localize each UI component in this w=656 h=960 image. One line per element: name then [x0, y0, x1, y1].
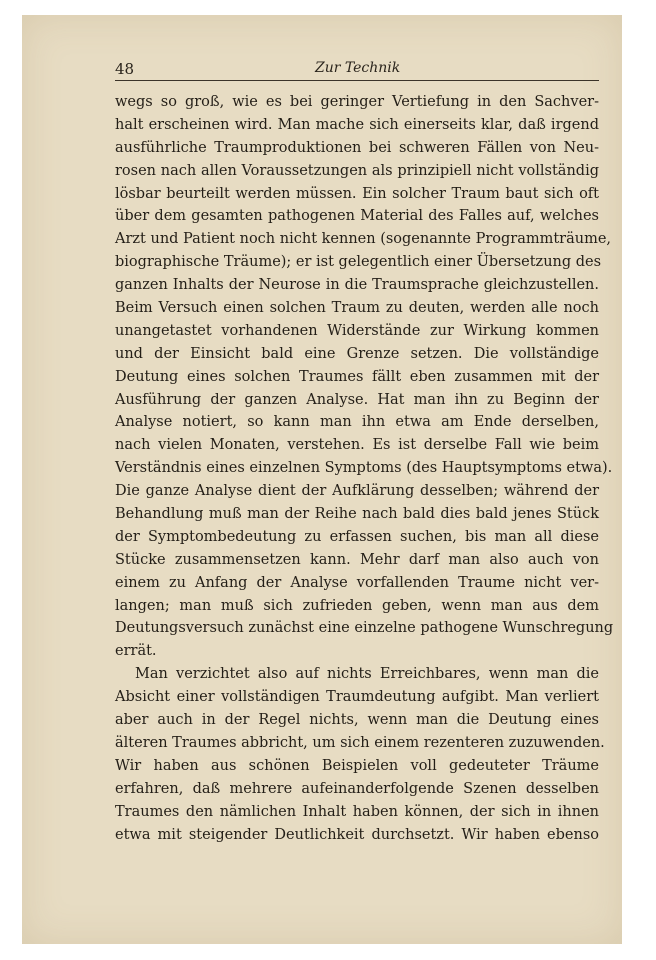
text-line: Ausführung der ganzen Analyse. Hat man ihn zu Beginn der — [115, 391, 599, 408]
text-line: etwa mit steigender Deutlichkeit durchsetzt. Wir haben ebenso — [115, 826, 599, 843]
paragraph — [115, 91, 614, 663]
text-line: Behandlung muß man der Reihe nach bald dies bald jenes Stück — [115, 506, 599, 523]
text-line: Die ganze Analyse dient der Aufklärung desselben; während der — [115, 483, 599, 500]
text-line: Verständnis eines einzelnen Symptoms (des Hauptsymptoms etwa). — [115, 460, 613, 477]
text-line: nach vielen Monaten, verstehen. Es ist derselbe Fall wie beim — [115, 437, 599, 454]
text-line: Absicht einer vollständigen Traumdeutung aufgibt. Man verliert — [115, 689, 599, 706]
text-line: langen; man muß sich zufrieden geben, wenn man aus dem — [115, 597, 599, 614]
text-line: erfahren, daß mehrere aufeinanderfolgende Szenen desselben — [115, 780, 599, 797]
text-line: unangetastet vorhandenen Widerstände zur Wirkung kommen — [115, 322, 599, 339]
text-line: Deutungsversuch zunächst eine einzelne pathogene Wunschregung — [115, 620, 614, 637]
text-line: Traumes den nämlichen Inhalt haben können, der sich in ihnen — [115, 803, 599, 820]
text-line: halt erscheinen wird. Man mache sich einerseits klar, daß irgend — [115, 116, 599, 133]
text-line: einem zu Anfang der Analyse vorfallenden Traume nicht ver- — [115, 574, 599, 591]
text-line: und der Einsicht bald eine Grenze setzen. Die vollständige — [115, 345, 599, 362]
page-number: 48 — [115, 60, 135, 78]
text-line: biographische Träume); er ist gelegentlich einer Übersetzung des — [115, 254, 602, 271]
text-line: Beim Versuch einen solchen Traum zu deuten, werden alle noch — [115, 300, 599, 317]
text-line: älteren Traumes abbricht, um sich einem rezenteren zuzuwenden. — [115, 734, 605, 751]
text-line: ausführliche Traumproduktionen bei schweren Fällen von Neu- — [115, 139, 599, 156]
paragraph — [115, 663, 605, 846]
running-title: Zur Technik — [315, 60, 401, 76]
text-line: Arzt und Patient noch nicht kennen (sogenannte Programmträume, — [115, 231, 612, 248]
text-line: aber auch in der Regel nichts, wenn man die Deutung eines — [115, 712, 599, 729]
text-line: Stücke zusammensetzen kann. Mehr darf man also auch von — [115, 551, 599, 568]
text-line: Man verzichtet also auf nichts Erreichbares, wenn man die — [135, 666, 599, 683]
text-line: lösbar beurteilt werden müssen. Ein solcher Traum baut sich oft — [115, 185, 599, 202]
text-line: rosen nach allen Voraussetzungen als prinzipiell nicht vollständig — [115, 162, 599, 179]
text-line: Deutung eines solchen Traumes fällt eben zusammen mit der — [115, 368, 599, 385]
text-line: Analyse notiert, so kann man ihn etwa am Ende derselben, — [115, 414, 599, 431]
text-line: errät. — [115, 643, 157, 660]
text-line: ganzen Inhalts der Neurose in die Traumsprache gleichzustellen. — [115, 277, 599, 294]
text-line: wegs so groß, wie es bei geringer Vertiefung in den Sachver- — [115, 94, 599, 110]
body-text — [115, 91, 614, 846]
text-line: über dem gesamten pathogenen Material des Falles auf, welches — [115, 208, 599, 225]
text-line: der Symptombedeutung zu erfassen suchen, bis man all diese — [115, 528, 599, 545]
text-line: Wir haben aus schönen Beispielen voll gedeuteter Träume — [115, 757, 599, 774]
page-header — [115, 58, 599, 81]
